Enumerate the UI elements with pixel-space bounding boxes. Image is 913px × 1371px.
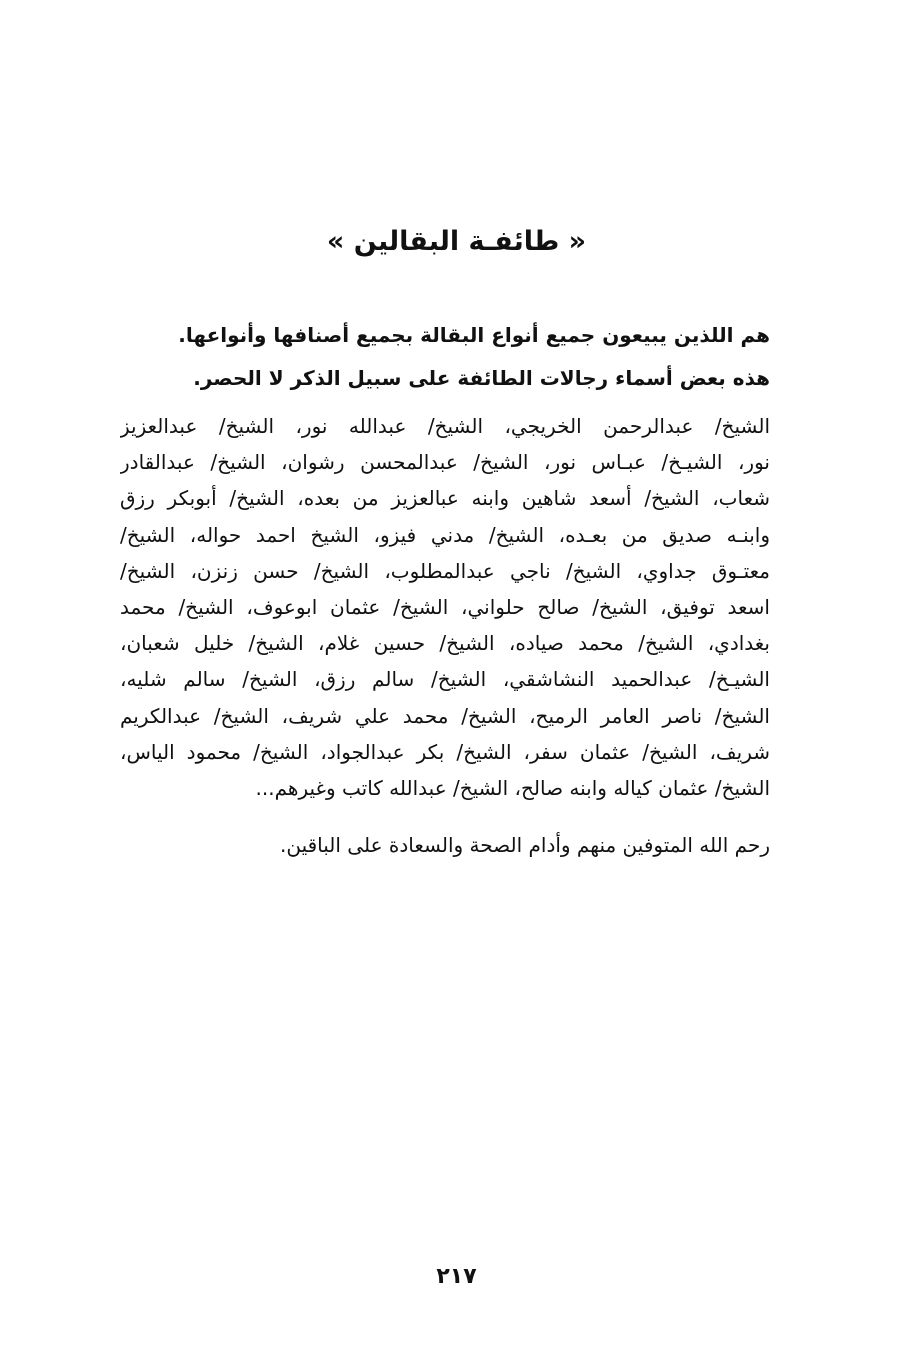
names-line: بغدادي، الشيخ/ محمد صياده، الشيخ/ حسين غلام، الشيخ/ خليل شعبان، — [120, 631, 770, 656]
names-line: الشيخ/ عبدالرحمن الخريجي، الشيخ/ عبدالله نور، الشيخ/ عبدالعزيز — [120, 414, 770, 438]
intro-line-2: هذه بعض أسماء رجالات الطائفة على سبيل الذكر لا الحصر. — [193, 366, 770, 390]
section-title: « طائفـة البقالين » — [326, 226, 587, 257]
names-line: الشيخ/ عثمان كياله وابنه صالح، الشيخ/ عبدالله كاتب وغيرهم... — [255, 775, 770, 800]
names-line: الشيخ/ ناصر العامر الرميح، الشيخ/ محمد علي شريف، الشيخ/ عبدالكريم — [120, 703, 770, 728]
names-line: الشيـخ/ عبدالحميد النشاشقي، الشيخ/ سالم رزق، الشيخ/ سالم شليه، — [120, 667, 770, 692]
closing-line: رحم الله المتوفين منهم وأدام الصحة والسعادة على الباقين. — [279, 833, 770, 857]
names-line: اسعد توفيق، الشيخ/ صالح حلواني، الشيخ/ عثمان ابوعوف، الشيخ/ محمد — [120, 594, 770, 619]
intro-line-1: هم اللذين يبيعون جميع أنواع البقالة بجميع أصنافها وأنواعها. — [178, 323, 770, 347]
names-line: شريف، الشيخ/ عثمان سفر، الشيخ/ بكر عبدالجواد، الشيخ/ محمود الياس، — [120, 739, 770, 764]
names-line: معتـوق جداوي، الشيخ/ ناجي عبدالمطلوب، الشيخ/ حسن زنزن، الشيخ/ — [120, 558, 770, 583]
names-paragraph — [120, 408, 770, 806]
names-line: وابنـه صديق من بعـده، الشيخ/ مدني فيزو، الشيخ احمد حواله، الشيخ/ — [120, 522, 770, 547]
page-number: ٢١٧ — [436, 1264, 477, 1289]
names-line: نور، الشيـخ/ عبـاس نور، الشيخ/ عبدالمحسن رشوان، الشيخ/ عبدالقادر — [120, 450, 770, 475]
names-line: شعاب، الشيخ/ أسعد شاهين وابنه عبالعزيز من بعده، الشيخ/ أبوبكر رزق — [120, 486, 770, 511]
